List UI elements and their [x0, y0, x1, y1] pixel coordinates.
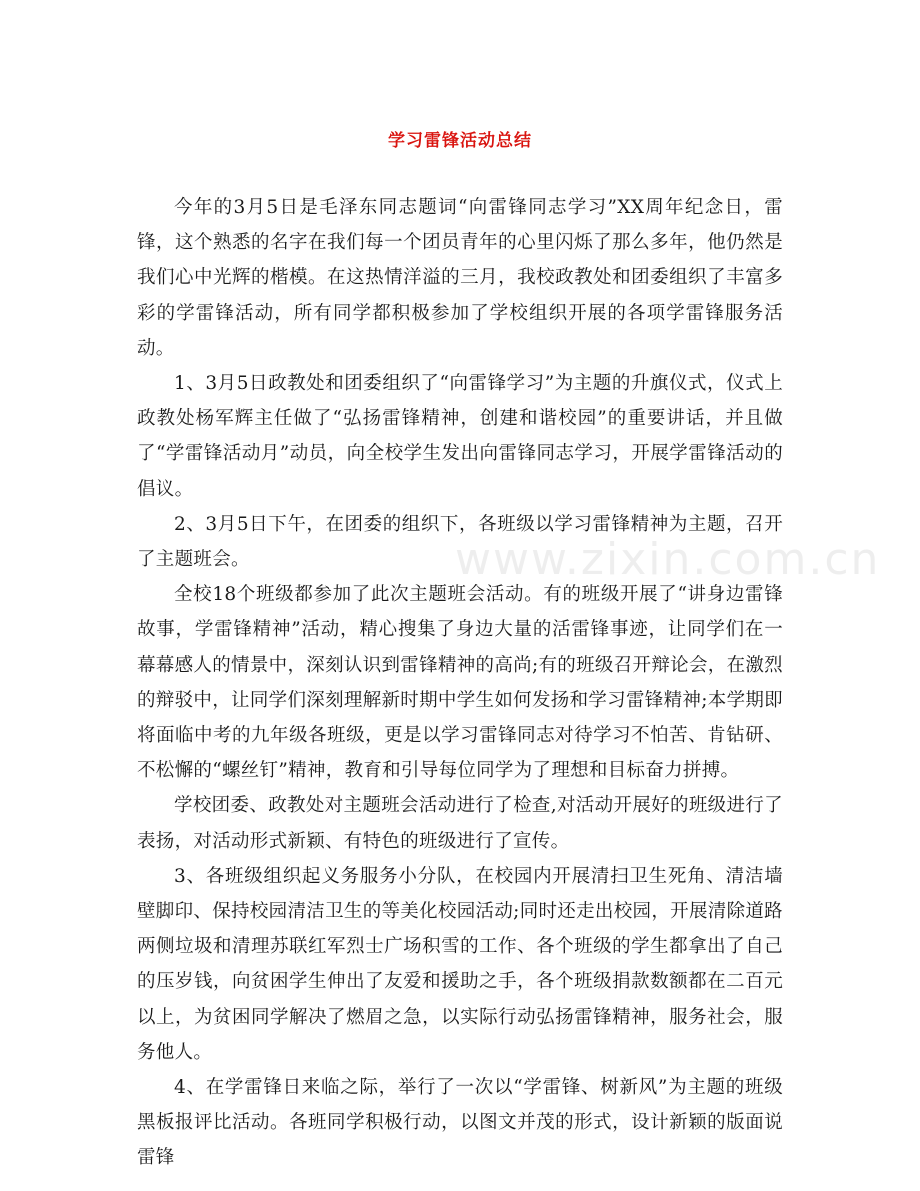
- watermark: www.zixin.com.cn: [455, 534, 881, 585]
- paragraph-item-1: 1、3月5日政教处和团委组织了“向雷锋学习”为主题的升旗仪式，仪式上政教处杨军辉主任做了“弘扬雷锋精神，创建和谐校园”的重要讲话，并且做了“学雷锋活动月”动员，向全校学生发出向雷锋同志学习，开展学雷锋活动的倡议。: [137, 373, 783, 500]
- paragraph-class-meetings: 全校18个班级都参加了此次主题班会活动。有的班级开展了“讲身边雷锋故事，学雷锋精神”活动，精心搜集了身边大量的活雷锋事迹，让同学们在一幕幕感人的情景中，深刻认识到雷锋精神的高尚;有的班级召开辩论会，在激烈的辩驳中，让同学们深刻理解新时期中学生如何发扬和学习雷锋精神;本学期即将面临中考的九年级各班级，更是以学习雷锋同志对待学习不怕苦、肯钻研、不松懈的“螺丝钉”精神，教育和引导每位同学为了理想和目标奋力拼搏。: [137, 584, 783, 782]
- paragraph-item-2: 2、3月5日下午，在团委的组织下，各班级以学习雷锋精神为主题，召开了主题班会。: [137, 513, 783, 571]
- paragraph-item-3: 3、各班级组织起义务服务小分队，在校园内开展清扫卫生死角、清洁墙壁脚印、保持校园清洁卫生的等美化校园活动;同时还走出校园，开展清除道路两侧垃圾和清理苏联红军烈士广场积雪的工作、各个班级的学生都拿出了自己的压岁钱，向贫困学生伸出了友爱和援助之手，各个班级捐款数额都在二百元以上，为贫困同学解决了燃眉之急，以实际行动弘扬雷锋精神，服务社会，服务他人。: [137, 865, 783, 1063]
- document-title: 学习雷锋活动总结: [388, 131, 532, 151]
- paragraph-intro: 今年的3月5日是毛泽东同志题词“向雷锋同志学习”XX周年纪念日，雷锋，这个熟悉的名字在我们每一个团员青年的心里闪烁了那么多年，他仍然是我们心中光辉的楷模。在这热情洋溢的三月，我校政教处和团委组织了丰富多彩的学雷锋活动，所有同学都积极参加了学校组织开展的各项学雷锋服务活动。: [137, 197, 783, 359]
- paragraph-inspection: 学校团委、政教处对主题班会活动进行了检查,对活动开展好的班级进行了表扬，对活动形式新颖、有特色的班级进行了宣传。: [137, 795, 783, 852]
- document-body: [137, 190, 783, 1176]
- paragraph-item-4: 4、在学雷锋日来临之际，举行了一次以“学雷锋、树新风”为主题的班级黑板报评比活动。各班同学积极行动，以图文并茂的形式，设计新颖的版面说雷锋: [137, 1077, 783, 1169]
